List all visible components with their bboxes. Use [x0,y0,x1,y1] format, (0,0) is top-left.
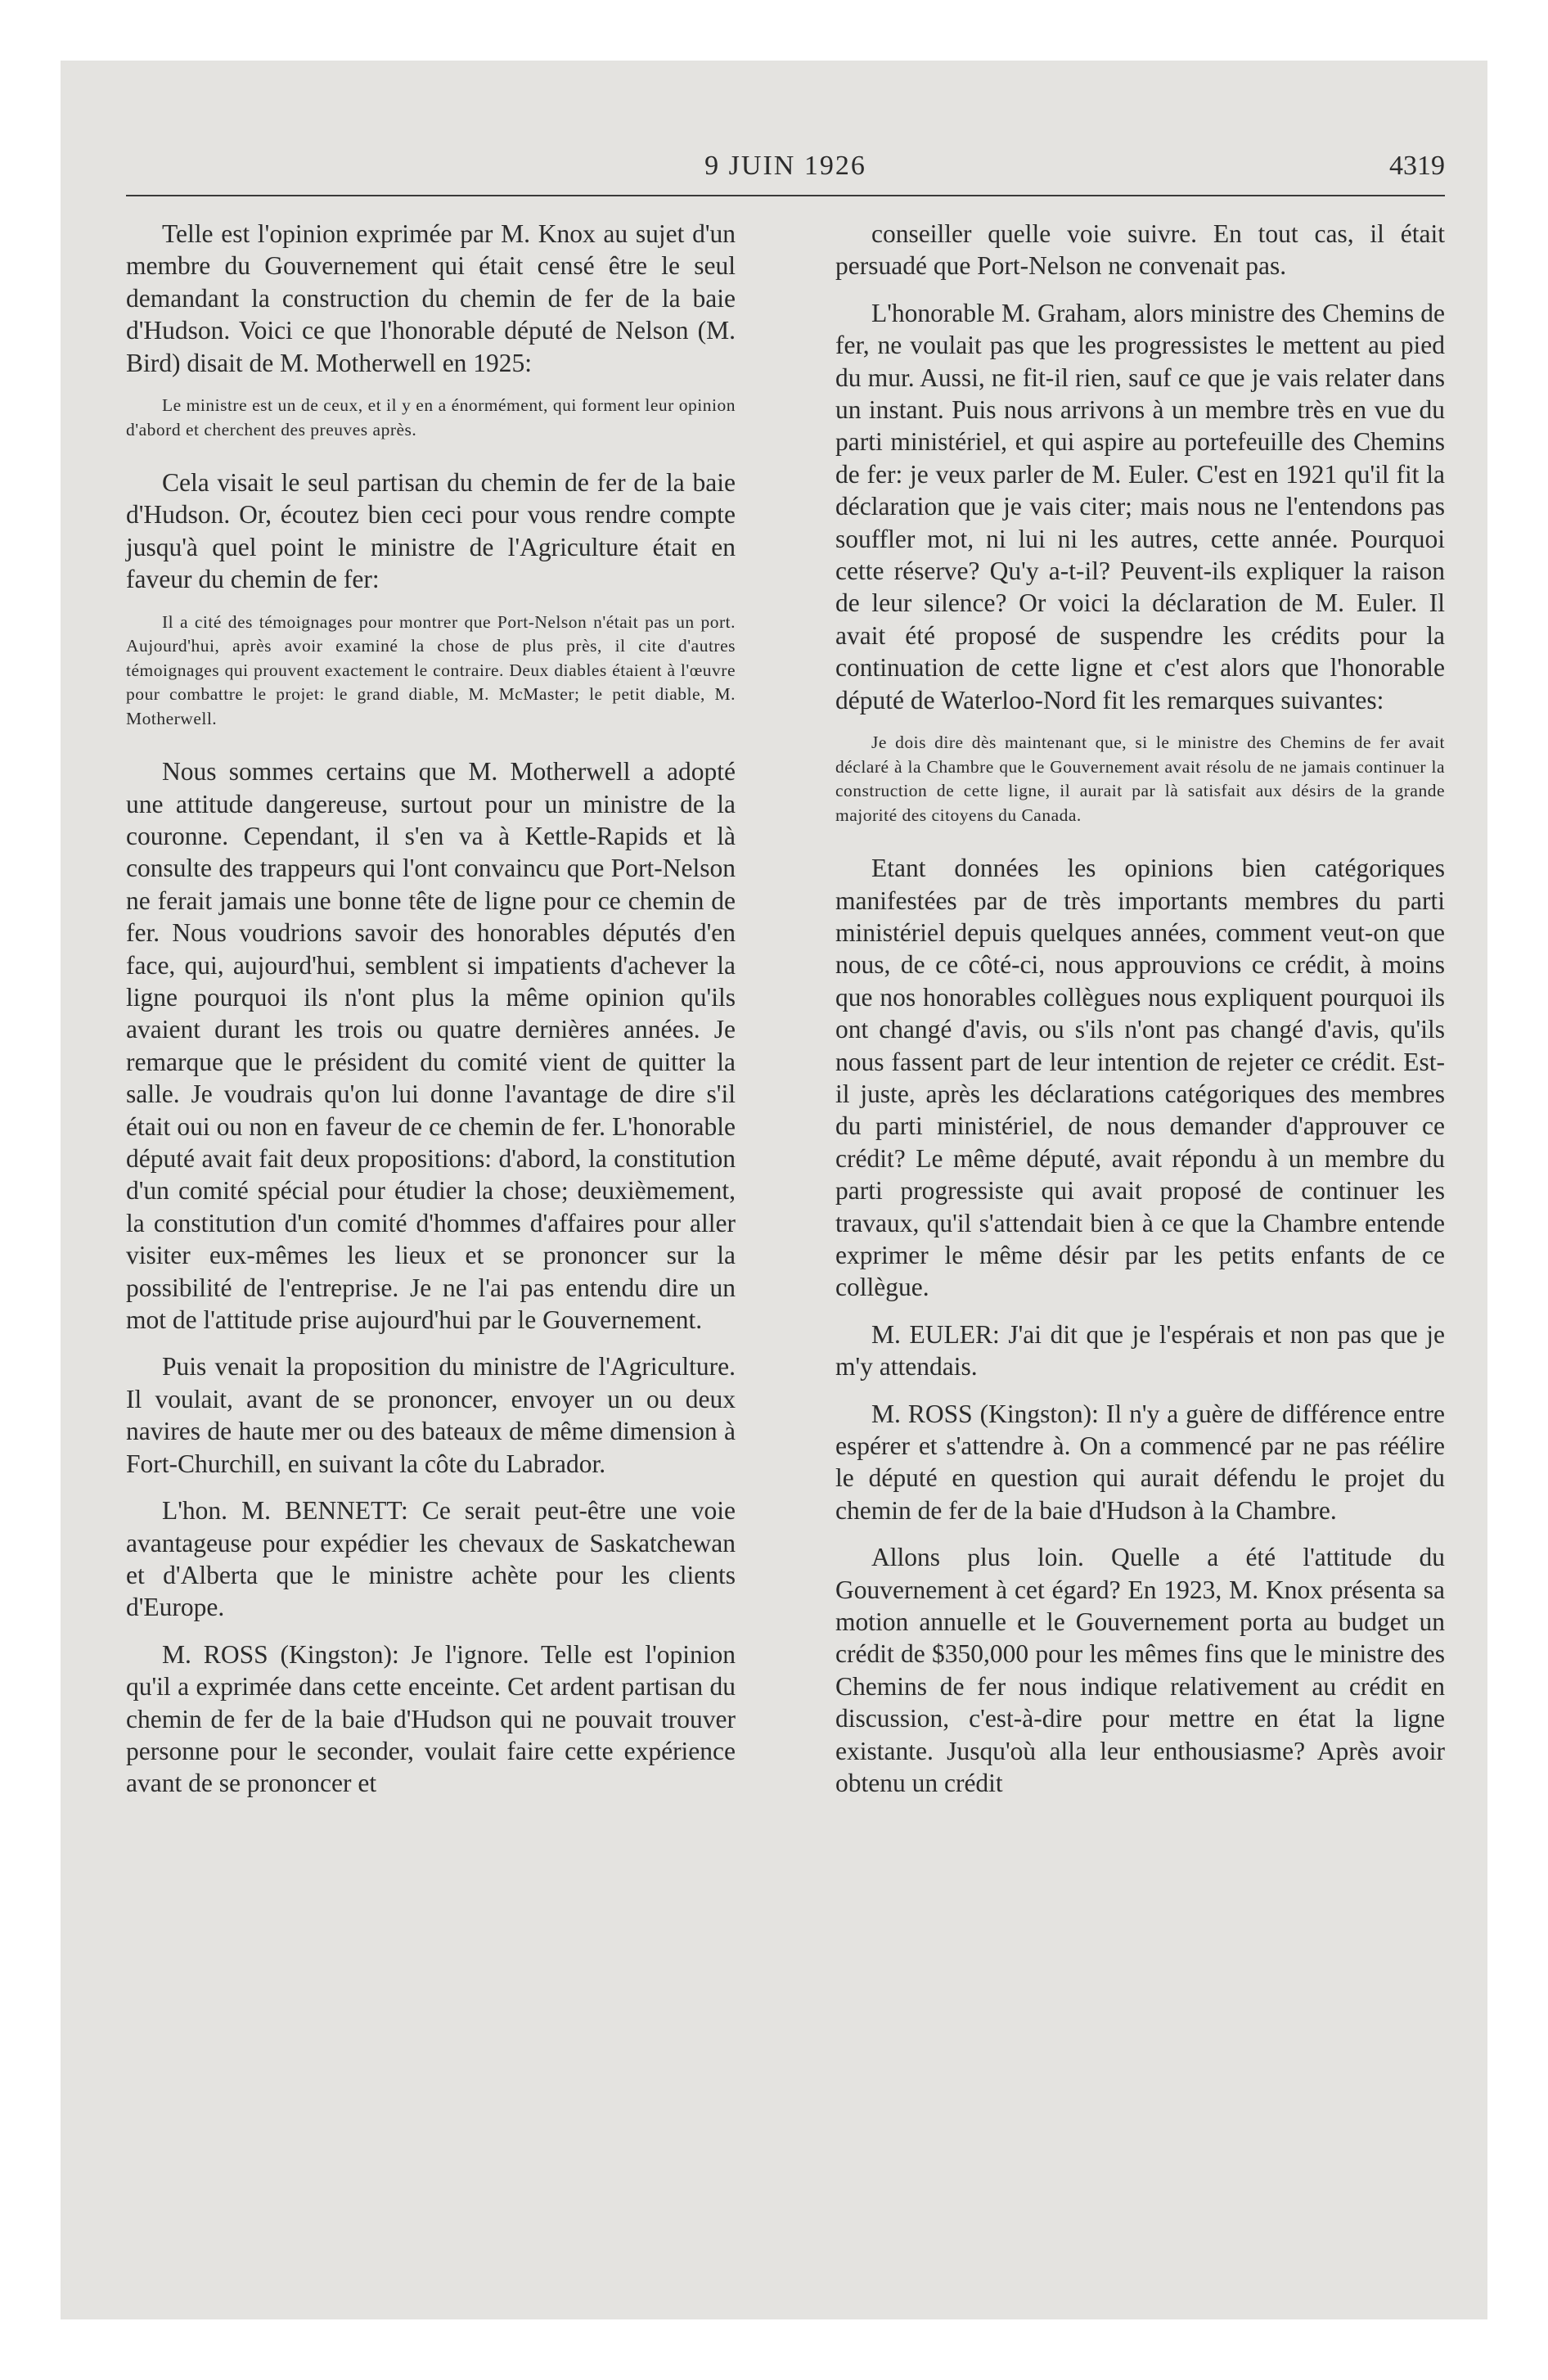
page [61,61,1487,2319]
left-column [126,218,736,1814]
header-rule [126,195,1445,196]
paragraph: Telle est l'opinion exprimée par M. Knox au sujet d'un membre du Gouvernement qui était censé être le seul demandant la construction du chemin de fer de la baie d'Hudson. Voici ce que l'honorable député de Nelson (M. Bird) disait de M. Motherwell en 1925: [126,219,736,377]
page-date: 9 JUIN 1926 [704,151,866,181]
right-column [835,218,1445,1814]
paragraph: L'hon. M. BENNETT: Ce serait peut-être une voie avantageuse pour expédier les chevaux de Saskatchewan et d'Alberta que le ministre achète pour les clients d'Europe. [126,1496,736,1622]
paragraph: M. ROSS (Kingston): Je l'ignore. Telle est l'opinion qu'il a exprimée dans cette enceinte. Cet ardent partisan du chemin de fer de la baie d'Hudson qui ne pouvait trouver personne pour le seconder, voulait faire cette expérience avant de se prononcer et [126,1639,736,1798]
paragraph: Puis venait la proposition du ministre de l'Agriculture. Il voulait, avant de se prononcer, envoyer un ou deux navires de haute mer ou des bateaux de même dimension à Fort-Churchill, en suivant la côte du Labrador. [126,1352,736,1478]
block-quote: Je dois dire dès maintenant que, si le ministre des Chemins de fer avait déclaré à la Chambre que le Gouvernement avait résolu de ne jamais continuer la construction de cette ligne, il aurait par là satisfait aux désirs de la grande majorité des citoyens du Canada. [835,732,1445,825]
paragraph: Nous sommes certains que M. Motherwell a adopté une attitude dangereuse, surtout pour un ministre de la couronne. Cependant, il s'en va à Kettle-Rapids et là consulte des trappeurs qui l'ont convaincu que Port-Nelson ne ferait jamais une bonne tête de ligne pour ce chemin de fer. Nous voudrions savoir des honorables députés d'en face, qui, aujourd'hui, semblent si impatients d'achever la ligne pourquoi ils n'ont plus la même opinion qu'ils avaient durant les trois ou quatre dernières années. Je remarque que le président du comité vient de quitter la salle. Je voudrais qu'on lui donne l'avantage de dire s'il était oui ou non en faveur de ce chemin de fer. L'honorable député avait fait deux propositions: d'abord, la constitution d'un comité spécial pour étudier la chose; deuxièmement, la constitution d'un comité d'hommes d'affaires pour aller visiter eux-mêmes les lieux et se prononcer sur la possibilité de l'entreprise. Je ne l'ai pas entendu dire un mot de l'attitude prise aujourd'hui par le Gouvernement. [126,757,736,1335]
paragraph: Allons plus loin. Quelle a été l'attitude du Gouvernement à cet égard? En 1923, M. Knox présenta sa motion annuelle et le Gouvernement porta au budget un crédit de $350,000 pour les mêmes fins que le ministre des Chemins de fer nous indique relativement au crédit en discussion, c'est-à-dire pour mettre en état la ligne existante. Jusqu'où alla leur enthousiasme? Après avoir obtenu un crédit [835,1543,1445,1798]
paragraph: L'honorable M. Graham, alors ministre des Chemins de fer, ne voulait pas que les progressistes le mettent au pied du mur. Aussi, ne fit-il rien, sauf ce que je vais relater dans un instant. Puis nous arrivons à un membre très en vue du parti ministériel, et qui aspire au portefeuille des Chemins de fer: je veux parler de M. Euler. C'est en 1921 qu'il fit la déclaration que je vais citer; mais nous ne l'entendons pas souffler mot, ni lui ni les autres, cette année. Pourquoi cette réserve? Qu'y a-t-il? Peuvent-ils expliquer la raison de leur silence? Or voici la déclaration de M. Euler. Il avait été proposé de suspendre les crédits pour la continuation de cette ligne et c'est alors que l'honorable député de Waterloo-Nord fit les remarques suivantes: [835,298,1445,714]
paragraph: M. ROSS (Kingston): Il n'y a guère de différence entre espérer et s'attendre à. On a commencé par ne pas réélire le député en question qui aurait défendu le projet du chemin de fer de la baie d'Hudson à la Chambre. [835,1399,1445,1525]
paragraph: M. EULER: J'ai dit que je l'espérais et non pas que je m'y attendais. [835,1319,1445,1382]
block-quote: Le ministre est un de ceux, et il y en a énormément, qui forment leur opinion d'abord et cherchent des preuves après. [126,395,736,439]
block-quote: Il a cité des témoignages pour montrer que Port-Nelson n'était pas un port. Aujourd'hui, après avoir examiné la chose de plus près, il cite d'autres témoignages qui prouvent exactement le contraire. Deux diables étaient à l'œuvre pour combattre le projet: le grand diable, M. McMaster; le petit diable, M. Motherwell. [126,611,736,728]
page-header [126,151,1445,185]
paragraph: Cela visait le seul partisan du chemin de fer de la baie d'Hudson. Or, écoutez bien ceci pour vous rendre compte jusqu'à quel point le ministre de l'Agriculture était en faveur du chemin de fer: [126,468,736,594]
page-number: 4319 [1389,151,1445,181]
paragraph: conseiller quelle voie suivre. En tout cas, il était persuadé que Port-Nelson ne convenait pas. [835,219,1445,281]
paragraph: Etant données les opinions bien catégoriques manifestées par de très importants membres du parti ministériel depuis quelques années, comment veut-on que nous, de ce côté-ci, nous approuvions ce crédit, à moins que nos honorables collègues nous expliquent pourquoi ils ont changé d'avis, ou s'ils n'ont pas changé d'avis, qu'ils nous fassent part de leur intention de rejeter ce crédit. Est-il juste, après les déclarations catégoriques des membres du parti ministériel, de nous demander d'approuver ce crédit? Le même député, avait répondu à un membre du parti progressiste qui avait proposé de continuer les travaux, qu'il s'attendait bien à ce que la Chambre entende exprimer le même désir par les petits enfants de ce collègue. [835,854,1445,1302]
